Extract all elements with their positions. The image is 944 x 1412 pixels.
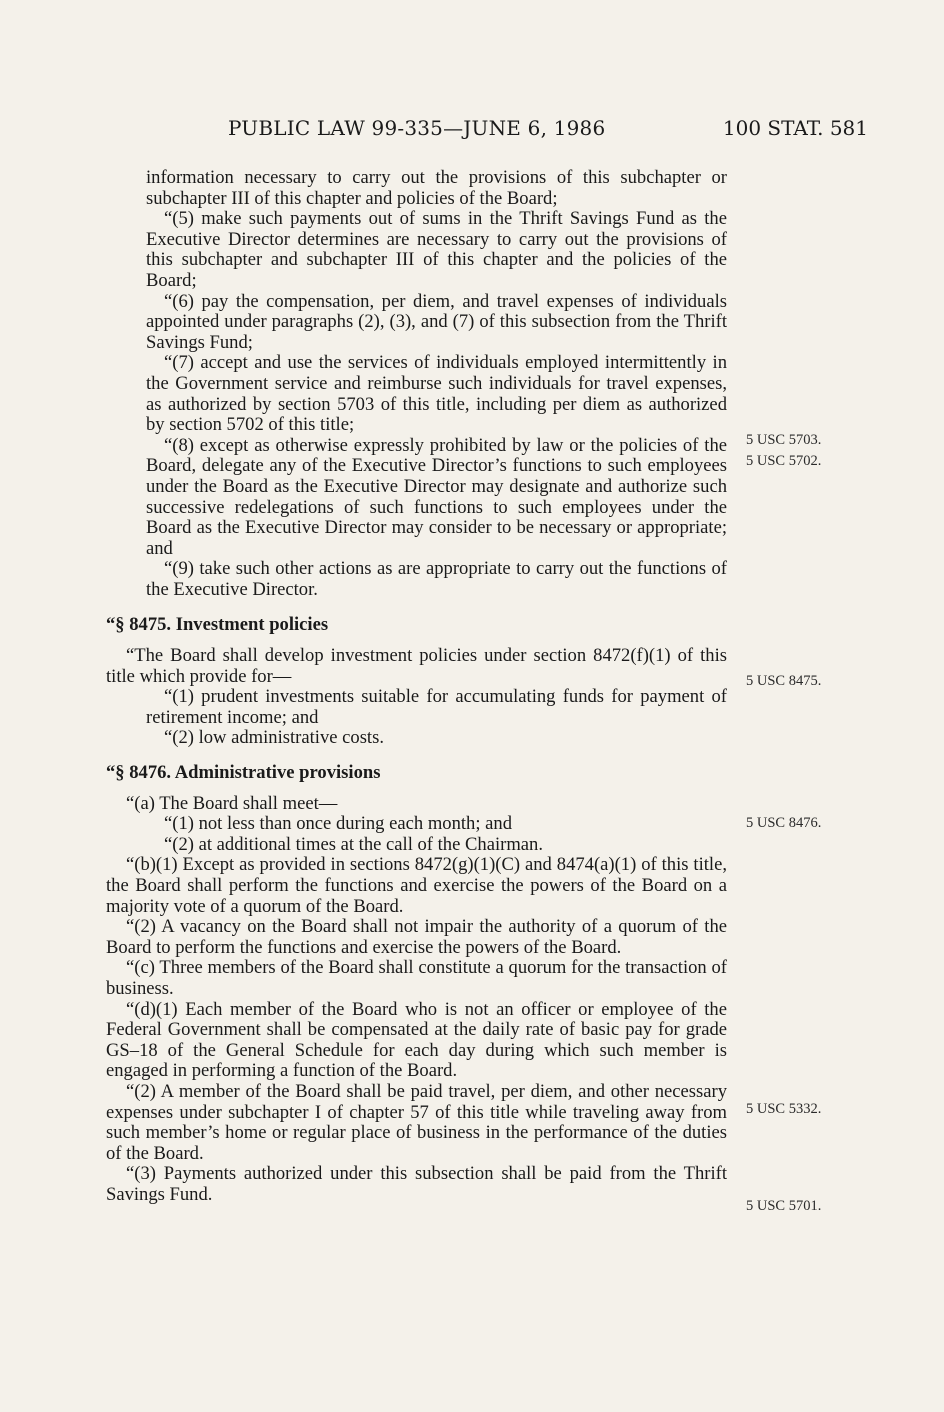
section-8475-intro: “The Board shall develop investment policies under section 8472(f)(1) of this title which provide for— (106, 645, 727, 687)
paragraph-8: “(8) except as otherwise expressly prohibited by law or the policies of the Board, delegate any of the Executive Director’s functions to such employees under the Board as the Executive Director may designate and authorize such successive redelegations of such functions to such employees under the Board as the Executive Director may consider to be necessary or appropriate; and (146, 434, 727, 559)
section-8476-a-2: “(2) at additional times at the call of the Chairman. (164, 833, 543, 855)
margin-note-5-usc-5332: 5 USC 5332. (746, 1101, 822, 1117)
margin-note-5-usc-5703: 5 USC 5703. (746, 432, 822, 448)
page-header (0, 116, 944, 146)
margin-note-5-usc-5702: 5 USC 5702. (746, 453, 822, 469)
paragraph-7: “(7) accept and use the services of individuals employed intermittently in the Government service and reimburse such individuals for travel expenses, as authorized by section 5703 of this title, including per diem as authorized by section 5702 of this title; (146, 352, 727, 436)
section-8475-item-1: “(1) prudent investments suitable for accumulating funds for payment of retirement income; and (146, 686, 727, 728)
section-8476-heading: “§ 8476. Administrative provisions (106, 762, 381, 784)
paragraph-9: “(9) take such other actions as are appropriate to carry out the functions of the Executive Director. (146, 558, 727, 600)
section-8476-d-1: “(d)(1) Each member of the Board who is not an officer or employee of the Federal Government shall be compensated at the daily rate of basic pay for grade GS–18 of the General Schedule for each day during which such member is engaged in performing a function of the Board. (106, 998, 727, 1082)
section-8475-item-2: “(2) low administrative costs. (164, 727, 384, 749)
stat-page-number: 100 STAT. 581 (722, 116, 868, 140)
paragraph-5: “(5) make such payments out of sums in the Thrift Savings Fund as the Executive Director determines are necessary to carry out the provisions of this subchapter and subchapter III of this chapter and the policies of the Board; (146, 208, 727, 291)
section-8476-b-2: “(2) A vacancy on the Board shall not impair the authority of a quorum of the Board to perform the functions and exercise the powers of the Board. (106, 916, 727, 958)
paragraph-6: “(6) pay the compensation, per diem, and travel expenses of individuals appointed under paragraphs (2), (3), and (7) of this subsection from the Thrift Savings Fund; (146, 290, 727, 353)
section-8476-c: “(c) Three members of the Board shall constitute a quorum for the transaction of business. (106, 957, 727, 999)
section-8476-d-2: “(2) A member of the Board shall be paid travel, per diem, and other necessary expenses under subchapter I of chapter 57 of this title while traveling away from such member’s home or regular place of business in the performance of the duties of the Board. (106, 1080, 727, 1164)
section-8476-a-1: “(1) not less than once during each month; and (164, 813, 513, 835)
running-title: PUBLIC LAW 99-335—JUNE 6, 1986 (228, 116, 606, 140)
paragraph-continuation: information necessary to carry out the provisions of this subchapter or subchapter III of this chapter and policies of the Board; (146, 167, 727, 209)
section-8476-d-3: “(3) Payments authorized under this subsection shall be paid from the Thrift Savings Fund. (106, 1163, 727, 1205)
margin-note-5-usc-8476: 5 USC 8476. (746, 815, 822, 831)
section-8476-b-1: “(b)(1) Except as provided in sections 8472(g)(1)(C) and 8474(a)(1) of this title, the Board shall perform the functions and exercise the powers of the Board on a majority vote of a quorum of the Board. (106, 854, 727, 917)
section-8475-heading: “§ 8475. Investment policies (106, 614, 329, 636)
margin-note-5-usc-5701: 5 USC 5701. (746, 1198, 822, 1214)
section-8476-a: “(a) The Board shall meet— (126, 792, 338, 814)
statute-body (106, 168, 727, 1206)
margin-note-5-usc-8475: 5 USC 8475. (746, 673, 822, 689)
